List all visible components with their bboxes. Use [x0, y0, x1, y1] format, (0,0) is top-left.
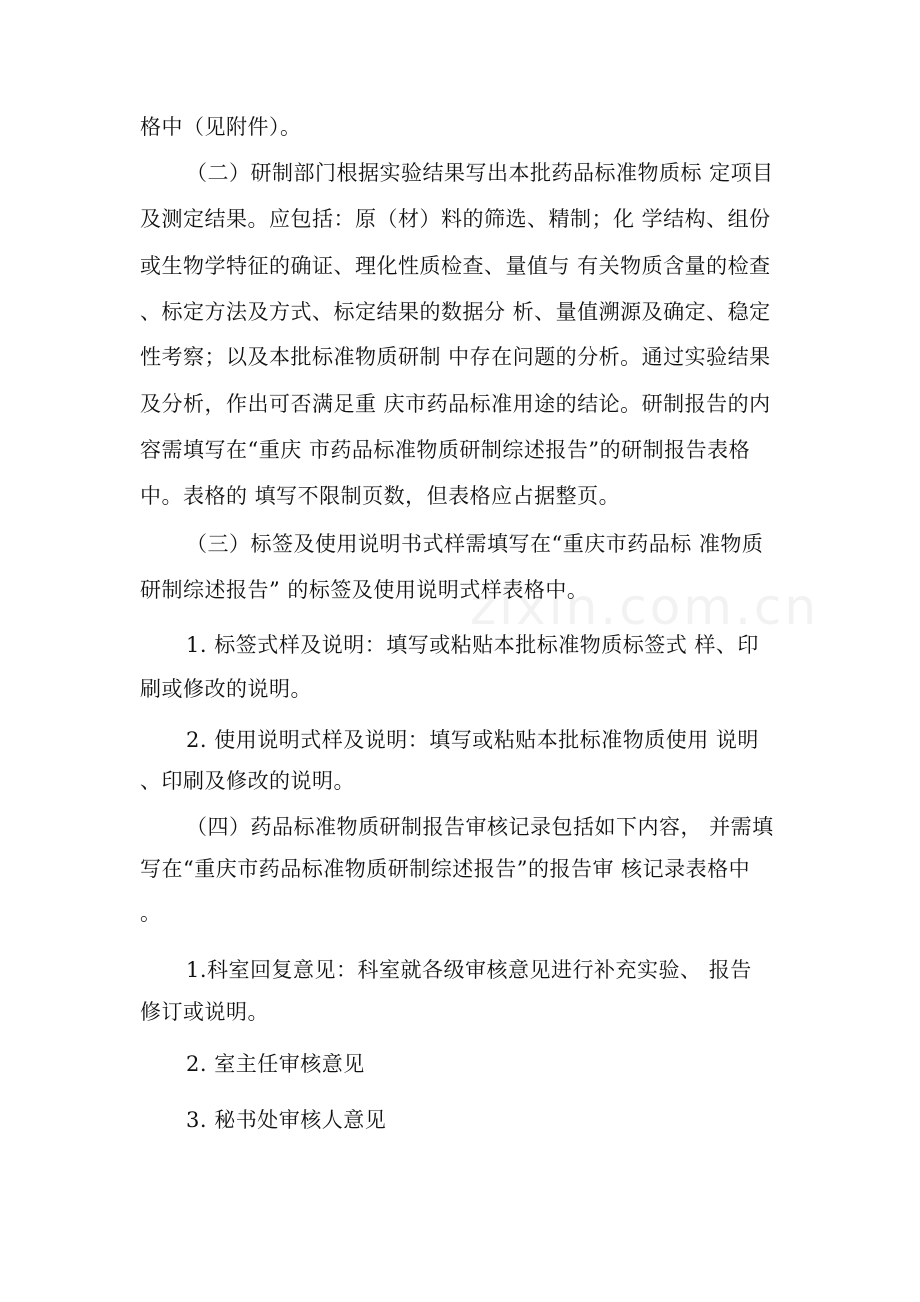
paragraph-1-line-6: 容需填写在“重庆 市药品标准物质研制综述报告”的研制报告表格 [140, 438, 751, 462]
paragraph-2-line-1: 研制综述报告” 的标签及使用说明式样表格中。 [140, 578, 589, 602]
paragraph-5-line-2: 。 [140, 901, 162, 925]
paragraph-1-line-7: 中。表格的 填写不限制页数，但表格应占据整页。 [140, 484, 621, 508]
paragraph-6-line-1: 修订或说明。 [140, 1000, 269, 1024]
paragraph-1-line-1: 及测定结果。应包括：原（材）料的筛选、精制；化 学结构、组份 [140, 207, 771, 231]
paragraph-5-line-1: 写在“重庆市药品标准物质研制综述报告”的报告审 核记录表格中 [140, 857, 751, 881]
paragraph-4-line-0: 2. 使用说明式样及说明：填写或粘贴本批标准物质使用 说明 [186, 728, 759, 752]
paragraph-6-line-0: 1.科室回复意见：科室就各级审核意见进行补充实验、 报告 [186, 958, 752, 982]
paragraph-7-line-0: 2. 室主任审核意见 [186, 1052, 365, 1076]
paragraph-0-line-0: 格中（见附件）。 [140, 115, 302, 139]
paragraph-3-line-1: 刷或修改的说明。 [140, 677, 312, 701]
paragraph-1-line-2: 或生物学特征的确证、理化性质检查、量值与 有关物质含量的检查 [140, 254, 771, 278]
watermark: zixin.com.cn [470, 578, 820, 636]
paragraph-3-line-0: 1. 标签式样及说明：填写或粘贴本批标准物质标签式 样、印 [186, 633, 759, 657]
paragraph-1-line-3: 、标定方法及方式、标定结果的数据分 析、量值溯源及确定、稳定 [140, 300, 771, 324]
paragraph-8-line-0: 3. 秘书处审核人意见 [186, 1108, 387, 1132]
paragraph-5-line-0: （四）药品标准物质研制报告审核记录包括如下内容， 并需填 [186, 815, 774, 839]
paragraph-1-line-5: 及分析，作出可否满足重 庆市药品标准用途的结论。研制报告的内 [140, 392, 771, 416]
paragraph-4-line-1: 、印刷及修改的说明。 [140, 769, 355, 793]
paragraph-1-line-4: 性考察；以及本批标准物质研制 中存在问题的分析。通过实验结果 [140, 345, 771, 369]
paragraph-2-line-0: （三）标签及使用说明书式样需填写在“重庆市药品标 准物质 [186, 532, 764, 556]
paragraph-1-line-0: （二）研制部门根据实验结果写出本批药品标准物质标 定项目 [186, 161, 774, 185]
